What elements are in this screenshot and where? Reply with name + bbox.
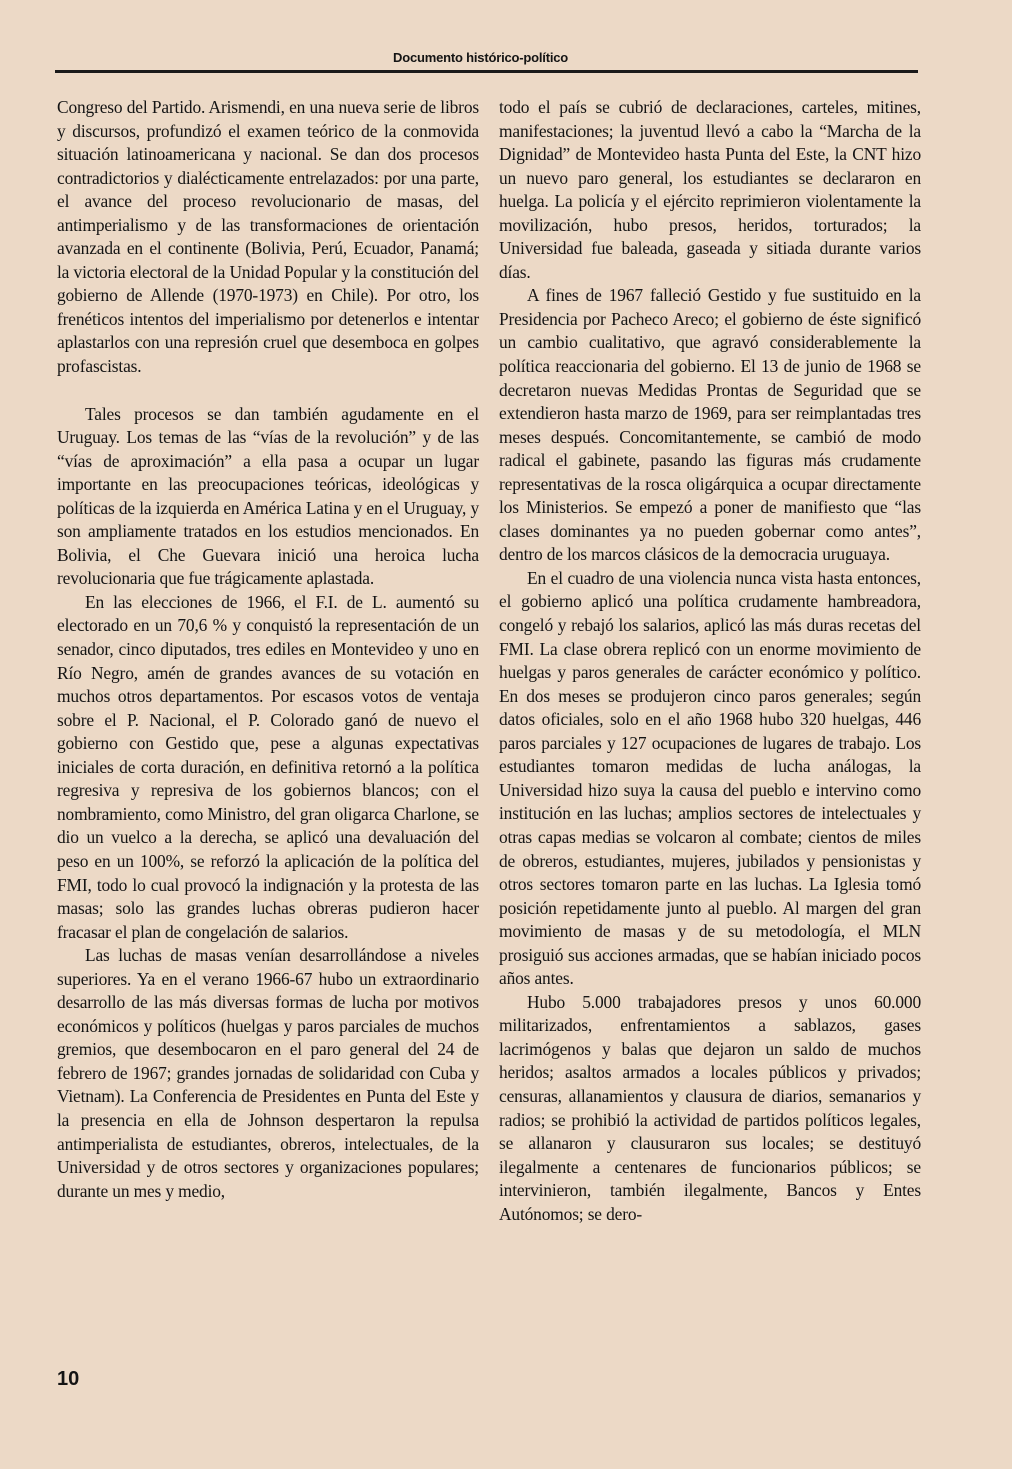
header-title: Documento histórico-político [393, 50, 568, 65]
paragraph: En el cuadro de una violencia nunca vista hasta entonces, el gobierno aplicó una política crudamente hambreadora, congeló y rebajó los salarios, aplicó las más duras recetas del FMI. La clase obrera replicó con un enorme movimiento de huelgas y paros generales de carácter económico y político. En dos meses se produjeron cinco paros generales; según datos oficiales, solo en el año 1968 hubo 320 huelgas, 446 paros parciales y 127 ocupaciones de lugares de trabajo. Los estudiantes tomaron medidas de lucha análogas, la Universidad hizo suya la causa del pueblo e intervino como institución en las luchas; amplios sectores de intelectuales y otras capas medias se volcaron al combate; cientos de miles de obreros, estudiantes, mujeres, jubilados y pensionistas y otros sectores tomaron parte en las luchas. La Iglesia tomó posición repetidamente junto al pueblo. Al margen del gran movimiento de masas y de su metodología, el MLN prosiguió sus acciones armadas, que se habían iniciado pocos años antes. [499, 567, 921, 989]
paragraph: Las luchas de masas venían desarrollándose a niveles superiores. Ya en el verano 1966-67 hubo un extraordinario desarrollo de las más diversas formas de lucha por motivos económicos y políticos (huelgas y paros parciales de muchos gremios, que desembocaron en el paro general del 24 de febrero de 1967; grandes jornadas de solidaridad con Cuba y Vietnam). La Conferencia de Presidentes en Punta del Este y la presencia en ella de Johnson despertaron la repulsa antimperialista de estudiantes, obreros, intelectuales, de la Universidad y de otros sectores y organizaciones populares; durante un mes y medio, [57, 945, 479, 1201]
page-number: 10 [57, 1368, 80, 1390]
paragraph: A fines de 1967 falleció Gestido y fue sustituido en la Presidencia por Pacheco Areco; el gobierno de éste significó un cambio cualitativo, que agravó considerablemente la política reaccionaria del gobierno. El 13 de junio de 1968 se decretaron nuevas Medidas Prontas de Seguridad que se extendieron hasta marzo de 1969, para ser reimplantadas tres meses después. Concomitantemente, se cambió de modo radical el gabinete, pasando las figuras más crudamente representativas de la rosca oligárquica a ocupar directamente los Ministerios. Se empezó a poner de manifiesto que “las clases dominantes ya no pueden gobernar como antes”, dentro de los marcos clásicos de la democracia uruguaya. [499, 285, 921, 565]
paragraph: Tales procesos se dan también agudamente en el Uruguay. Los temas de las “vías de la revolución” y de las “vías de aproximación” a ella pasa a ocupar un lugar importante en las preocupaciones teóricas, ideológicas y políticas de la izquierda en América Latina y en el Uruguay, y son ampliamente tratados en los estudios mencionados. En Bolivia, el Che Guevara inició una heroica lucha revolucionaria que fue trágicamente aplastada. [57, 403, 479, 589]
right-column [499, 96, 921, 1226]
left-column [57, 96, 479, 1203]
paragraph: Congreso del Partido. Arismendi, en una nueva serie de libros y discursos, profundizó el examen teórico de la conmovida situación latinoamericana y nacional. Se dan dos procesos contradictorios y dialécticamente entrelazados: por una parte, el avance del proceso revolucionario de masas, del antimperialismo y de las transformaciones de orientación avanzada en el continente (Bolivia, Perú, Ecuador, Panamá; la victoria electoral de la Unidad Popular y la constitución del gobierno de Allende (1970-1973) en Chile). Por otro, los frenéticos intentos del imperialismo por detenerlos e intentar aplastarlos con una represión cruel que desemboca en golpes profascistas. [57, 97, 479, 377]
running-header [0, 46, 1012, 66]
paragraph: En las elecciones de 1966, el F.I. de L. aumentó su electorado en un 70,6 % y conquistó la representación de un senador, cinco diputados, tres ediles en Montevideo y uno en Río Negro, amén de grandes avances de su votación en muchos otros departamentos. Por escasos votos de ventaja sobre el P. Nacional, el P. Colorado ganó de nuevo el gobierno con Gestido que, pese a algunas expectativas iniciales de corta duración, en definitiva retornó a la política regresiva y represiva de los gobiernos blancos; con el nombramiento, como Ministro, del gran oligarca Charlone, se dio un vuelco a la derecha, se aplicó una devaluación del peso en un 100%, se reforzó la aplicación de la política del FMI, todo lo cual provocó la indignación y la protesta de las masas; solo las grandes luchas obreras pudieron hacer fracasar el plan de congelación de salarios. [57, 591, 479, 942]
paragraph: Hubo 5.000 trabajadores presos y unos 60.000 militarizados, enfrentamientos a sablazos, gases lacrimógenos y balas que dejaron un saldo de muchos heridos; asaltos armados a locales públicos y privados; censuras, allanamientos y clausura de diarios, semanarios y radios; se prohibió la actividad de partidos políticos legales, se allanaron y clausuraron sus locales; se destituyó ilegalmente a centenares de funcionarios públicos; se intervinieron, también ilegalmente, Bancos y Entes Autónomos; se dero- [499, 991, 921, 1224]
paragraph: todo el país se cubrió de declaraciones, carteles, mitines, manifestaciones; la juventud llevó a cabo la “Marcha de la Dignidad” de Montevideo hasta Punta del Este, la CNT hizo un nuevo paro general, los estudiantes se declararon en huelga. La policía y el ejército reprimieron violentamente la movilización, hubo presos, heridos, torturados; la Universidad fue baleada, gaseada y sitiada durante varios días. [499, 97, 921, 282]
header-rule [55, 70, 918, 73]
